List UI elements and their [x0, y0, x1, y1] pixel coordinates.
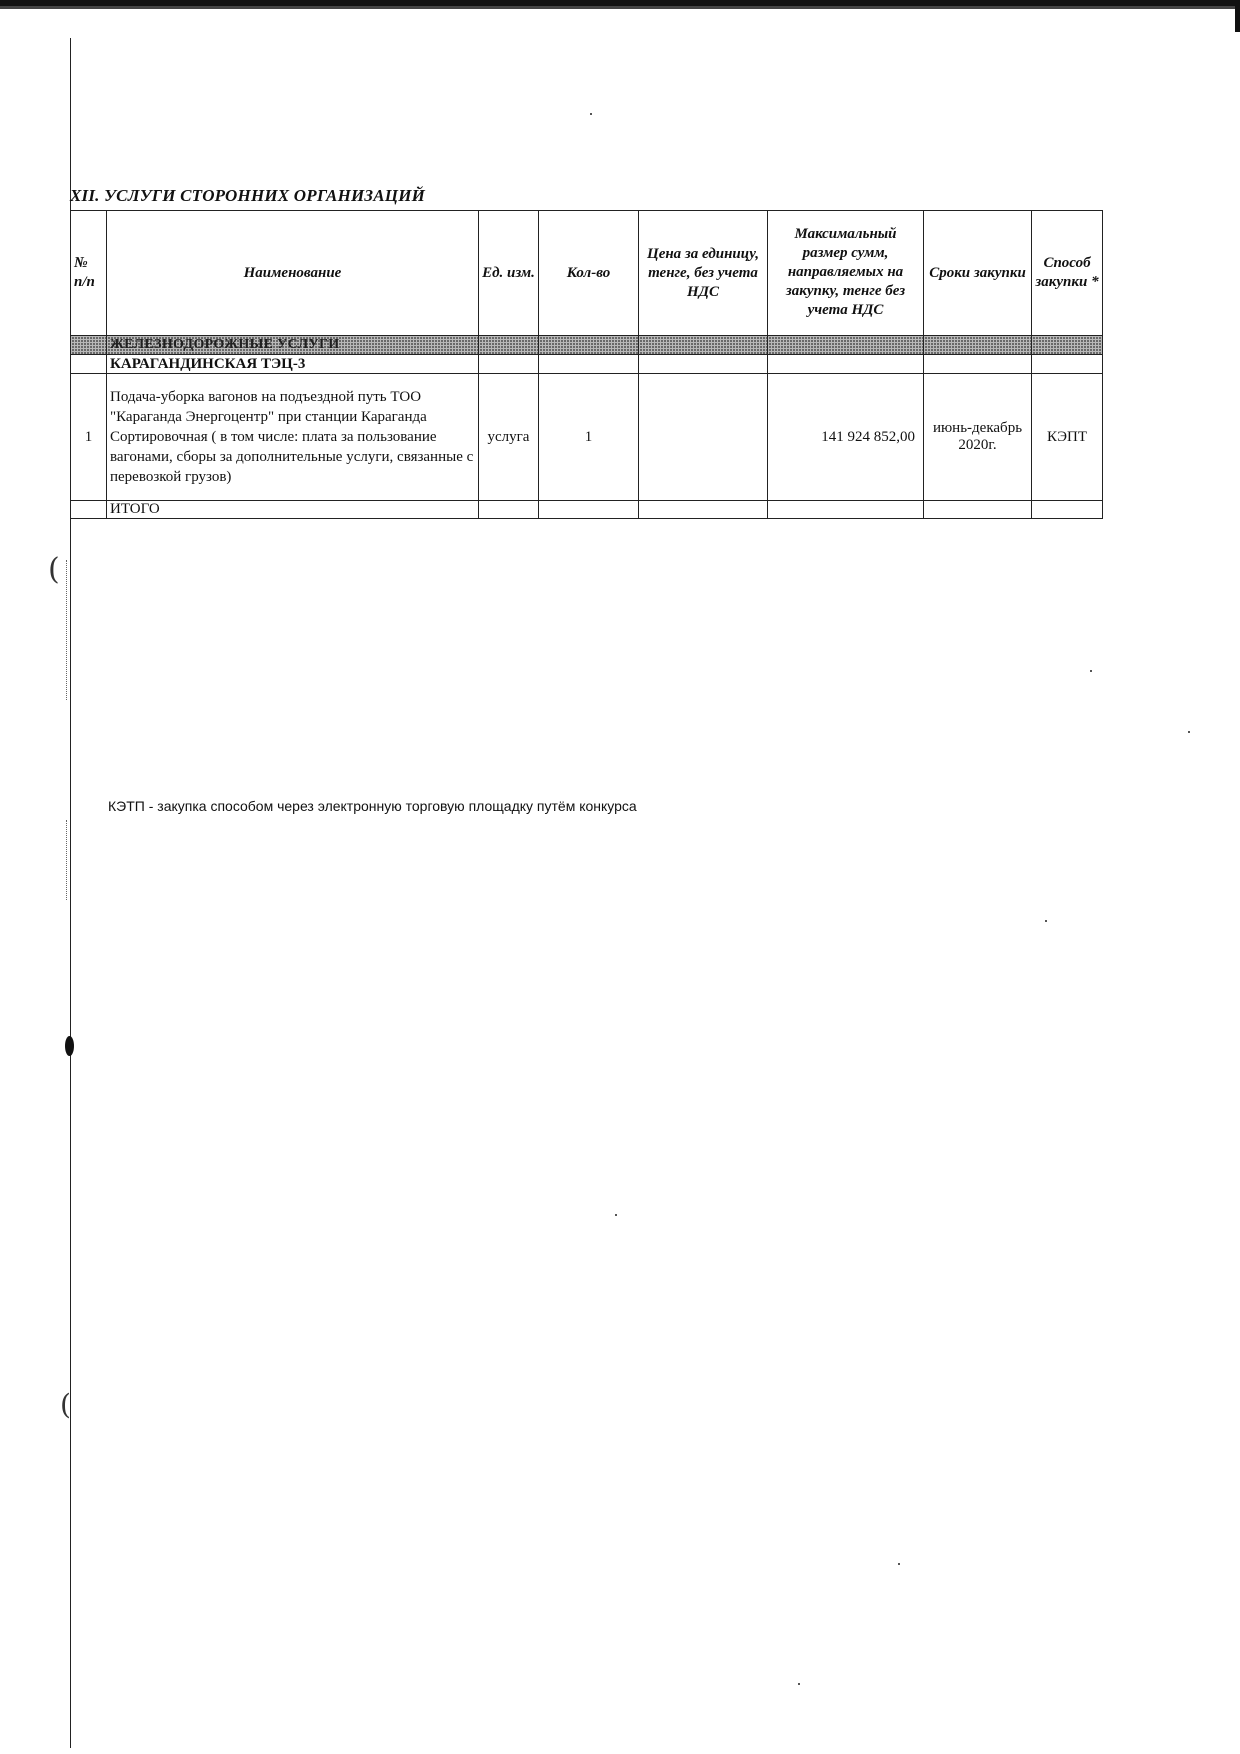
scan-speck	[1090, 670, 1092, 672]
row-method: КЭПТ	[1032, 374, 1103, 501]
scan-right-edge	[1235, 0, 1240, 32]
row-num: 1	[71, 374, 107, 501]
table-row	[71, 374, 1103, 501]
scan-curl-mark: (	[48, 552, 60, 587]
footnote: КЭТП - закупка способом через электронную торговую площадку путём конкурса	[108, 798, 637, 814]
category-row	[71, 336, 1103, 355]
header-qty: Кол-во	[539, 211, 639, 336]
scan-speck	[898, 1563, 900, 1565]
scan-speck	[615, 1214, 617, 1216]
header-method: Способ закупки *	[1032, 211, 1103, 336]
row-name: Подача-уборка вагонов на подъездной путь ТОО "Караганда Энергоцентр" при станции Караганда Сортировочная ( в том числе: плата за пользование вагонами, сборы за дополнительные услуги, связанные с перевозкой грузов)	[107, 374, 479, 501]
header-price: Цена за единицу, тенге, без учета НДС	[639, 211, 768, 336]
scan-speck	[1045, 920, 1047, 922]
header-max-sum: Максимальный размер сумм, направляемых на закупку, тенге без учета НДС	[768, 211, 924, 336]
purchases-table	[70, 210, 1103, 519]
scan-speck	[798, 1683, 800, 1685]
scan-curl-mark: (	[60, 1388, 71, 1421]
header-num: № п/п	[71, 211, 107, 336]
scan-speck	[1188, 731, 1190, 733]
row-unit: услуга	[479, 374, 539, 501]
left-margin-dash	[66, 560, 67, 700]
total-row	[71, 501, 1103, 519]
section-title: XII. УСЛУГИ СТОРОННИХ ОРГАНИЗАЦИЙ	[70, 186, 426, 205]
row-price	[639, 374, 768, 501]
header-terms: Сроки закупки	[924, 211, 1032, 336]
header-unit: Ед. изм.	[479, 211, 539, 336]
total-label: ИТОГО	[107, 501, 479, 519]
subcategory-row	[71, 355, 1103, 374]
left-margin-dash	[66, 820, 67, 900]
row-max-sum: 141 924 852,00	[768, 374, 924, 501]
table-header-row	[71, 211, 1103, 336]
row-qty: 1	[539, 374, 639, 501]
scan-speck	[590, 113, 592, 115]
subcategory-label: КАРАГАНДИНСКАЯ ТЭЦ-3	[107, 355, 479, 374]
header-name: Наименование	[107, 211, 479, 336]
scan-top-edge	[0, 0, 1240, 14]
binder-hole-mark	[65, 1036, 74, 1056]
row-terms: июнь-декабрь 2020г.	[924, 374, 1032, 501]
category-label: ЖЕЛЕЗНОДОРОЖНЫЕ УСЛУГИ	[107, 336, 479, 355]
